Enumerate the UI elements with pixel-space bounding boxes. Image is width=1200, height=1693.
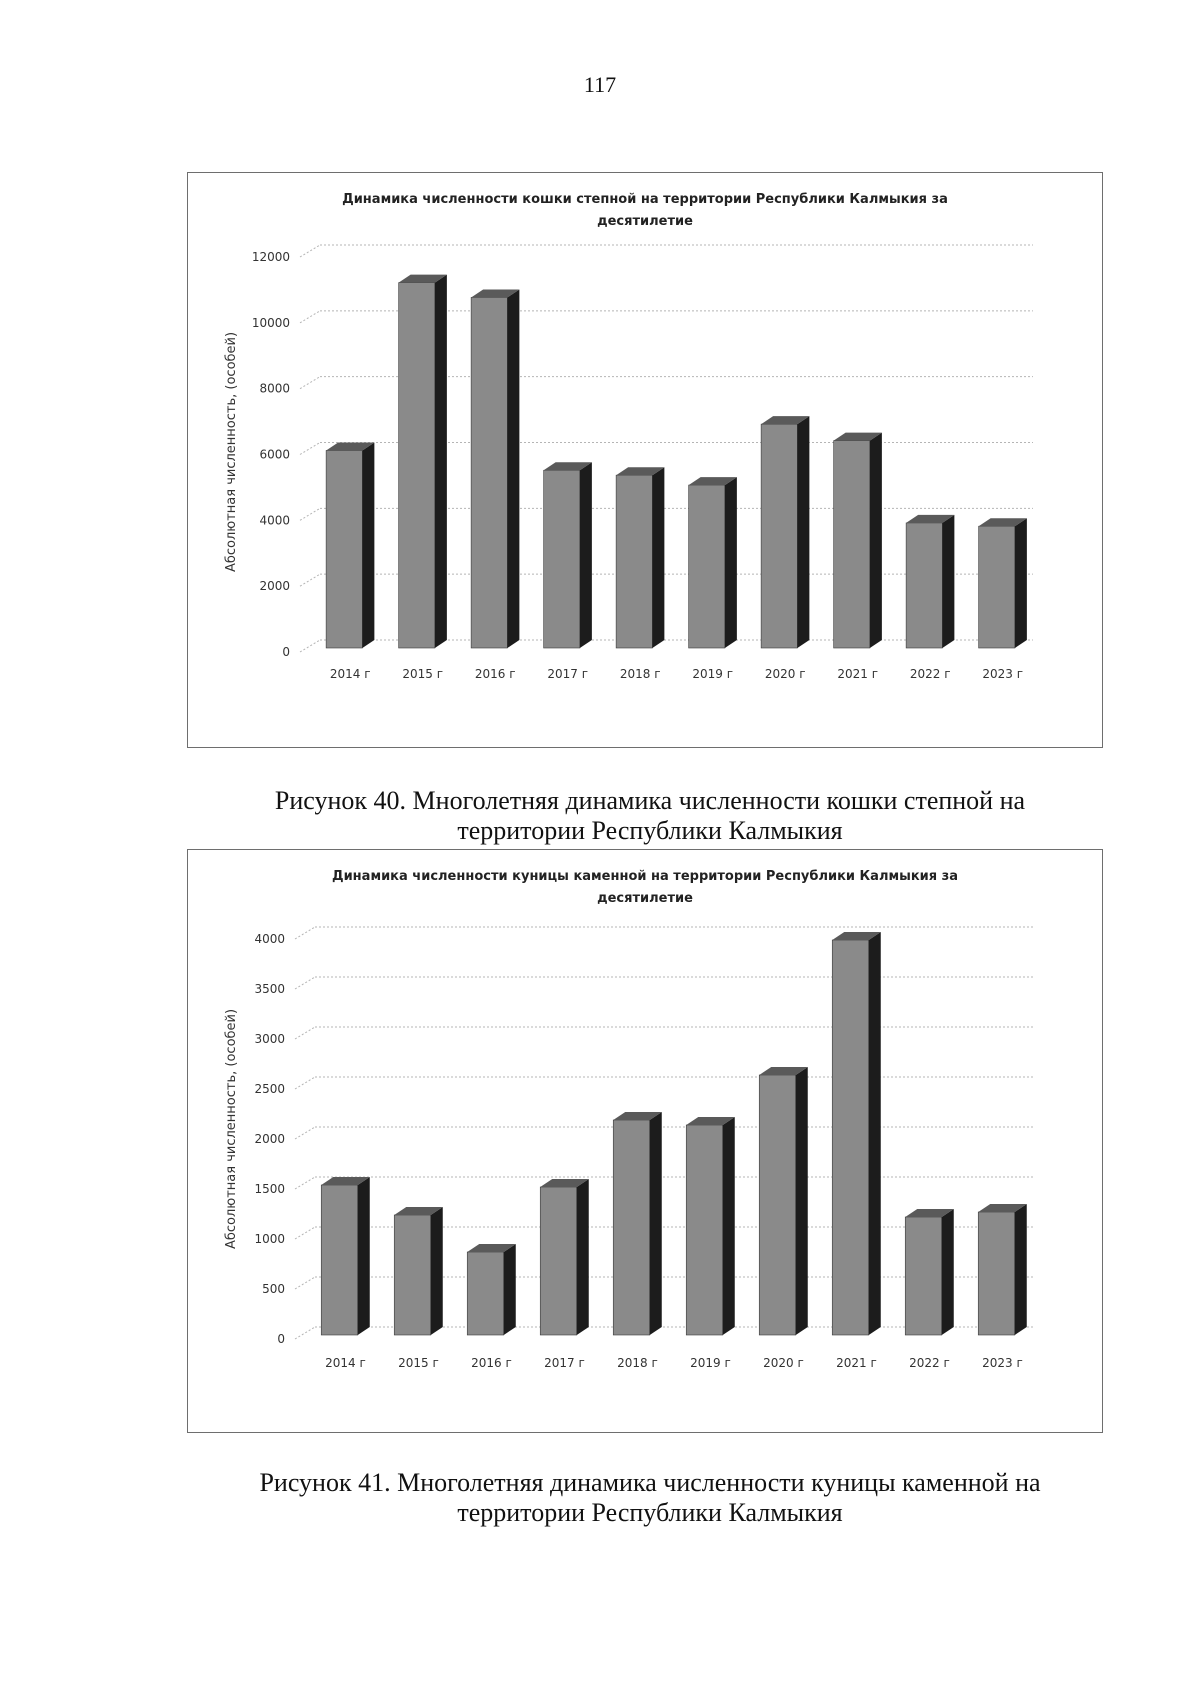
chart-2-bar-side bbox=[869, 932, 881, 1335]
chart-2-y-tick-label: 4000 bbox=[254, 932, 285, 946]
chart-1-bar-front bbox=[399, 283, 435, 648]
chart-1-y-tick-label: 12000 bbox=[251, 250, 290, 264]
chart-1-bar bbox=[616, 467, 664, 648]
chart-2-x-tick-label: 2014 г bbox=[325, 1356, 366, 1370]
chart-2-grid-diagonal bbox=[295, 1227, 315, 1239]
chart-2-bar-side bbox=[796, 1067, 808, 1335]
chart-1-title-line-2: десятилетие bbox=[597, 214, 693, 229]
chart-1-y-tick-label: 0 bbox=[282, 645, 290, 659]
chart-1-bars bbox=[326, 275, 1027, 648]
chart-2-x-tick-label: 2021 г bbox=[836, 1356, 877, 1370]
chart-2-y-tick-label: 2500 bbox=[254, 1082, 285, 1096]
chart-2-x-tick-label: 2017 г bbox=[544, 1356, 585, 1370]
chart-1-bar bbox=[544, 462, 592, 648]
chart-1-x-tick-label: 2018 г bbox=[619, 667, 661, 681]
chart-1-y-tick-label: 10000 bbox=[251, 315, 290, 330]
chart-1-x-tick-label: 2015 г bbox=[402, 667, 444, 681]
chart-2-y-tick-label: 500 bbox=[262, 1282, 285, 1296]
chart-2-x-tick-label: 2022 г bbox=[909, 1356, 950, 1370]
chart-1-bar bbox=[689, 477, 737, 648]
chart-1-y-tick-label: 4000 bbox=[259, 513, 290, 528]
chart-2-bar bbox=[978, 1204, 1027, 1335]
chart-1-svg bbox=[188, 173, 1102, 747]
chart-2-bar bbox=[540, 1179, 589, 1335]
chart-2-title-line-1: Динамика численности куницы каменной на территории Республики Калмыкия за bbox=[332, 869, 958, 884]
chart-1-bar-side bbox=[870, 433, 882, 648]
chart-1-grid-diagonal bbox=[300, 574, 320, 586]
chart-2-bar-side bbox=[431, 1207, 443, 1335]
chart-2-y-ticks bbox=[254, 932, 285, 1346]
chart-1-x-tick-label: 2019 г bbox=[692, 667, 734, 681]
chart-1-x-tick-label: 2014 г bbox=[329, 667, 371, 681]
chart-2-frame bbox=[187, 849, 1103, 1433]
chart-1-x-tick-label: 2017 г bbox=[547, 667, 589, 681]
chart-2-bars bbox=[321, 932, 1027, 1335]
chart-1-y-axis-label: Абсолютная численность, (особей) bbox=[224, 331, 239, 573]
figure-40-caption-line-2: территории Республики Калмыкия bbox=[457, 816, 843, 845]
figure-41-caption-line-2: территории Республики Калмыкия bbox=[457, 1498, 843, 1527]
figure-41-caption-line-1: Рисунок 41. Многолетняя динамика численности куницы каменной на bbox=[259, 1468, 1041, 1497]
chart-1-bar-side bbox=[1015, 518, 1027, 648]
chart-2-bar bbox=[759, 1067, 808, 1335]
chart-2-bar-front bbox=[905, 1217, 942, 1335]
chart-1-frame bbox=[187, 172, 1103, 748]
chart-1-bar-side bbox=[435, 275, 447, 648]
chart-1-x-tick-label: 2022 г bbox=[909, 667, 951, 681]
chart-2-grid-diagonal bbox=[295, 1027, 315, 1039]
chart-2-x-ticks bbox=[325, 1356, 1023, 1370]
chart-2-bar bbox=[686, 1117, 735, 1335]
chart-1-y-ticks bbox=[252, 250, 290, 659]
chart-2-x-tick-label: 2015 г bbox=[398, 1356, 439, 1370]
chart-2-bar-side bbox=[723, 1117, 735, 1335]
chart-1-bar bbox=[906, 515, 954, 648]
chart-1-grid-diagonal bbox=[300, 508, 320, 520]
chart-2-bar-side bbox=[942, 1209, 954, 1335]
chart-1-grid-diagonal bbox=[300, 443, 320, 455]
chart-2-bar-front bbox=[686, 1125, 723, 1335]
chart-2-grid-diagonal bbox=[295, 1077, 315, 1089]
chart-2-bar bbox=[613, 1112, 662, 1335]
chart-1-bar-side bbox=[362, 443, 374, 649]
chart-1-bar-side bbox=[580, 462, 592, 648]
chart-2-title-line-2: десятилетие bbox=[597, 891, 693, 906]
chart-1-bar-side bbox=[652, 467, 664, 648]
chart-1-bar bbox=[471, 289, 519, 648]
chart-2-bar bbox=[832, 932, 881, 1335]
chart-1-bar-front bbox=[616, 475, 652, 648]
chart-2-x-tick-label: 2018 г bbox=[617, 1356, 658, 1370]
figure-40-caption bbox=[150, 786, 1150, 846]
chart-1-bar-front bbox=[544, 470, 580, 648]
chart-1-x-ticks bbox=[330, 667, 1023, 681]
chart-2-bar bbox=[905, 1209, 954, 1335]
chart-1-bar bbox=[399, 275, 447, 648]
chart-2-bar bbox=[394, 1207, 443, 1335]
chart-2-bar-front bbox=[759, 1075, 796, 1335]
chart-2-y-tick-label: 1500 bbox=[254, 1182, 285, 1196]
chart-1-bar-side bbox=[797, 416, 809, 648]
chart-1-bar-front bbox=[834, 441, 870, 648]
chart-1-y-tick-label: 8000 bbox=[259, 381, 290, 396]
page-number: 117 bbox=[583, 72, 617, 97]
chart-2-grid-diagonal bbox=[295, 1277, 315, 1289]
chart-2-grid-diagonal bbox=[295, 927, 315, 939]
chart-1-bar bbox=[979, 518, 1027, 648]
chart-2-y-tick-label: 3000 bbox=[254, 1032, 285, 1046]
chart-1-x-tick-label: 2016 г bbox=[474, 667, 516, 681]
chart-2-bar bbox=[467, 1244, 516, 1335]
chart-1-bar bbox=[326, 443, 374, 649]
chart-2-bar-side bbox=[1015, 1204, 1027, 1335]
chart-1-bar-front bbox=[979, 526, 1015, 648]
chart-1-bar-front bbox=[906, 523, 942, 648]
chart-2-bar-front bbox=[978, 1212, 1015, 1335]
chart-2-bar-front bbox=[832, 940, 869, 1335]
chart-2-grid-diagonal bbox=[295, 1327, 315, 1339]
chart-2-bar bbox=[321, 1177, 370, 1335]
chart-2-bar-side bbox=[577, 1179, 589, 1335]
chart-2-bar-front bbox=[394, 1215, 431, 1335]
chart-1-bar bbox=[834, 433, 882, 648]
figure-40-caption-line-1: Рисунок 40. Многолетняя динамика численности кошки степной на bbox=[274, 786, 1026, 815]
chart-1-bar-front bbox=[761, 424, 797, 648]
chart-2-x-tick-label: 2019 г bbox=[690, 1356, 731, 1370]
chart-1-x-tick-label: 2021 г bbox=[837, 667, 879, 681]
chart-1-y-tick-label: 2000 bbox=[259, 579, 290, 594]
chart-1-bar-front bbox=[471, 297, 507, 648]
chart-2-x-tick-label: 2020 г bbox=[763, 1356, 804, 1370]
chart-1-grid-diagonal bbox=[300, 245, 320, 257]
chart-2-y-tick-label: 2000 bbox=[254, 1132, 285, 1146]
chart-1-bar-front bbox=[326, 451, 362, 649]
chart-1-x-tick-label: 2023 г bbox=[982, 667, 1024, 681]
chart-2-bar-front bbox=[540, 1187, 577, 1335]
chart-1-bar-front bbox=[689, 485, 725, 648]
chart-1-bar-side bbox=[725, 477, 737, 648]
chart-2-svg bbox=[188, 850, 1102, 1432]
chart-2-bar-front bbox=[613, 1120, 650, 1335]
chart-2-y-tick-label: 1000 bbox=[254, 1232, 285, 1246]
chart-2-x-tick-label: 2023 г bbox=[982, 1356, 1023, 1370]
chart-2-bar-front bbox=[467, 1252, 504, 1335]
chart-1-title-line-1: Динамика численности кошки степной на территории Республики Калмыкия за bbox=[342, 192, 948, 207]
chart-1-bar bbox=[761, 416, 809, 648]
chart-1-x-tick-label: 2020 г bbox=[764, 667, 806, 681]
chart-2-bar-side bbox=[504, 1244, 516, 1335]
chart-1-grid-diagonal bbox=[300, 640, 320, 652]
chart-1-bar-side bbox=[507, 289, 519, 648]
chart-2-y-tick-label: 3500 bbox=[254, 982, 285, 996]
chart-1-y-tick-label: 6000 bbox=[259, 447, 290, 462]
chart-1-grid-diagonal bbox=[300, 311, 320, 323]
chart-2-grid-diagonal bbox=[295, 1127, 315, 1139]
chart-2-grid-diagonal bbox=[295, 977, 315, 989]
chart-2-bar-side bbox=[650, 1112, 662, 1335]
chart-2-x-tick-label: 2016 г bbox=[471, 1356, 512, 1370]
chart-2-y-axis-label: Абсолютная численность, (особей) bbox=[224, 1008, 239, 1250]
chart-1-bar-side bbox=[942, 515, 954, 648]
chart-2-bar-side bbox=[358, 1177, 370, 1335]
chart-2-y-tick-label: 0 bbox=[277, 1332, 285, 1346]
chart-2-bar-front bbox=[321, 1185, 358, 1335]
chart-2-grid-diagonal bbox=[295, 1177, 315, 1189]
chart-1-grid-diagonal bbox=[300, 377, 320, 389]
figure-41-caption bbox=[150, 1468, 1150, 1528]
